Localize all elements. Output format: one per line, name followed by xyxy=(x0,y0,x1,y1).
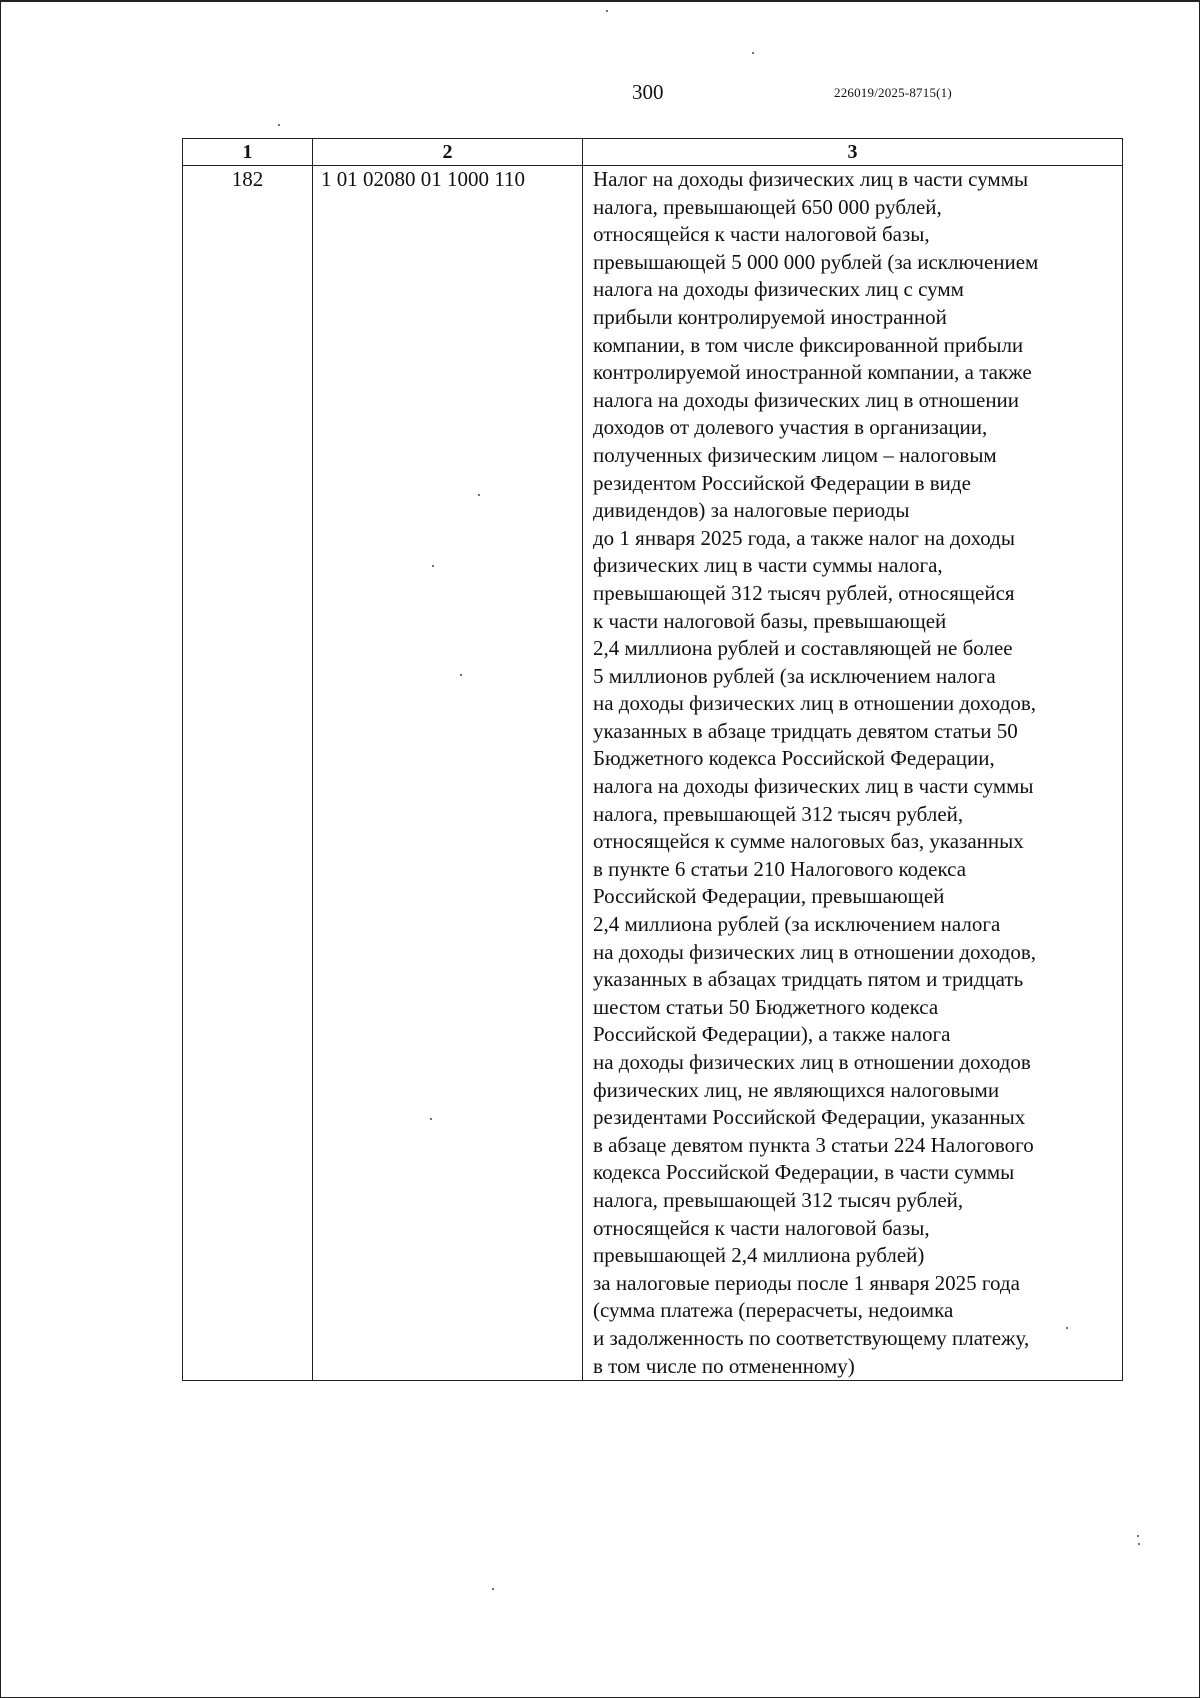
page-number: 300 xyxy=(632,80,664,104)
budget-classification-table xyxy=(182,138,1123,1381)
description-line: относящейся к части налоговой базы, xyxy=(593,222,930,247)
description-line: Российской Федерации), а также налога xyxy=(593,1022,951,1047)
table-header-row xyxy=(183,139,1123,166)
column-header-3: 3 xyxy=(583,139,1123,166)
description-line: за налоговые периоды после 1 января 2025 года xyxy=(593,1270,1020,1295)
scan-speck xyxy=(752,52,754,54)
description-line: (сумма платежа (перерасчеты, недоимка xyxy=(593,1298,954,1323)
description-line: относящейся к части налоговой базы, xyxy=(593,1215,930,1240)
table-row xyxy=(183,166,1123,1381)
description-line: кодекса Российской Федерации, в части суммы xyxy=(593,1160,1015,1185)
description-line: физических лиц в части суммы налога, xyxy=(593,553,943,578)
scan-speck xyxy=(478,494,480,496)
description-line: прибыли контролируемой иностранной xyxy=(593,304,947,329)
description-line: в пункте 6 статьи 210 Налогового кодекса xyxy=(593,856,967,881)
description-line: Бюджетного кодекса Российской Федерации, xyxy=(593,746,995,771)
description-line: 2,4 миллиона рублей и составляющей не более xyxy=(593,636,1013,661)
scan-speck xyxy=(430,1118,432,1120)
description-line: налога на доходы физических лиц в отношении xyxy=(593,387,1020,412)
admin-code-cell: 182 xyxy=(183,166,313,1381)
description-line: 5 миллионов рублей (за исключением налога xyxy=(593,663,996,688)
scan-speck xyxy=(278,124,280,126)
description-line: компании, в том числе фиксированной прибыли xyxy=(593,332,1024,357)
document-code: 226019/2025-8715(1) xyxy=(834,85,952,100)
description-line: указанных в абзацах тридцать пятом и тридцать xyxy=(593,967,1024,992)
description-line: превышающей 5 000 000 рублей (за исключением xyxy=(593,249,1039,274)
description-line: полученных физическим лицом – налоговым xyxy=(593,442,997,467)
description-line: превышающей 312 тысяч рублей, относящейся xyxy=(593,580,1015,605)
description-line: налога на доходы физических лиц в части суммы xyxy=(593,774,1034,799)
description-line: и задолженность по соответствующему платежу, xyxy=(593,1325,1030,1350)
description-line: в том числе по отмененному) xyxy=(593,1353,855,1378)
description-line: Налог на доходы физических лиц в части суммы xyxy=(593,167,1029,191)
scan-speck xyxy=(1138,1543,1140,1545)
scan-speck xyxy=(460,674,462,676)
description-line: в абзаце девятом пункта 3 статьи 224 Налогового xyxy=(593,1132,1034,1157)
description-line: к части налоговой базы, превышающей xyxy=(593,608,947,633)
description-line: 2,4 миллиона рублей (за исключением налога xyxy=(593,912,1001,937)
description-line: налога, превышающей 312 тысяч рублей, xyxy=(593,801,964,826)
description-line: на доходы физических лиц в отношении доходов, xyxy=(593,939,1036,964)
description-line: налога, превышающей 650 000 рублей, xyxy=(593,194,942,219)
description-line: резидентами Российской Федерации, указанных xyxy=(593,1105,1026,1130)
description-line: резидентом Российской Федерации в виде xyxy=(593,470,971,495)
kbk-code-cell: 1 01 02080 01 1000 110 xyxy=(313,166,583,1381)
description-line: относящейся к сумме налоговых баз, указанных xyxy=(593,829,1024,854)
description-line: дивидендов) за налоговые периоды xyxy=(593,498,910,523)
scan-speck xyxy=(492,1588,494,1590)
description-line: на доходы физических лиц в отношении доходов xyxy=(593,1050,1031,1074)
description-line: превышающей 2,4 миллиона рублей) xyxy=(593,1243,925,1268)
column-header-1: 1 xyxy=(183,139,313,166)
column-header-2: 2 xyxy=(313,139,583,166)
scan-speck xyxy=(432,565,434,567)
description-line: физических лиц, не являющихся налоговыми xyxy=(593,1077,1000,1102)
description-line: налога на доходы физических лиц с сумм xyxy=(593,277,964,302)
description-line: на доходы физических лиц в отношении доходов, xyxy=(593,691,1036,716)
description-line: доходов от долевого участия в организации, xyxy=(593,415,988,440)
description-line: до 1 января 2025 года, а также налог на доходы xyxy=(593,525,1015,550)
scan-speck xyxy=(1137,1535,1139,1537)
description-line: контролируемой иностранной компании, а также xyxy=(593,360,1032,385)
description-line: налога, превышающей 312 тысяч рублей, xyxy=(593,1187,964,1212)
description-line: шестом статьи 50 Бюджетного кодекса xyxy=(593,994,939,1019)
scan-speck xyxy=(1066,1327,1068,1329)
scan-speck xyxy=(606,10,608,12)
description-line: указанных в абзаце тридцать девятом статьи 50 xyxy=(593,718,1018,743)
description-cell xyxy=(583,166,1123,1381)
description-line: Российской Федерации, превышающей xyxy=(593,884,945,909)
